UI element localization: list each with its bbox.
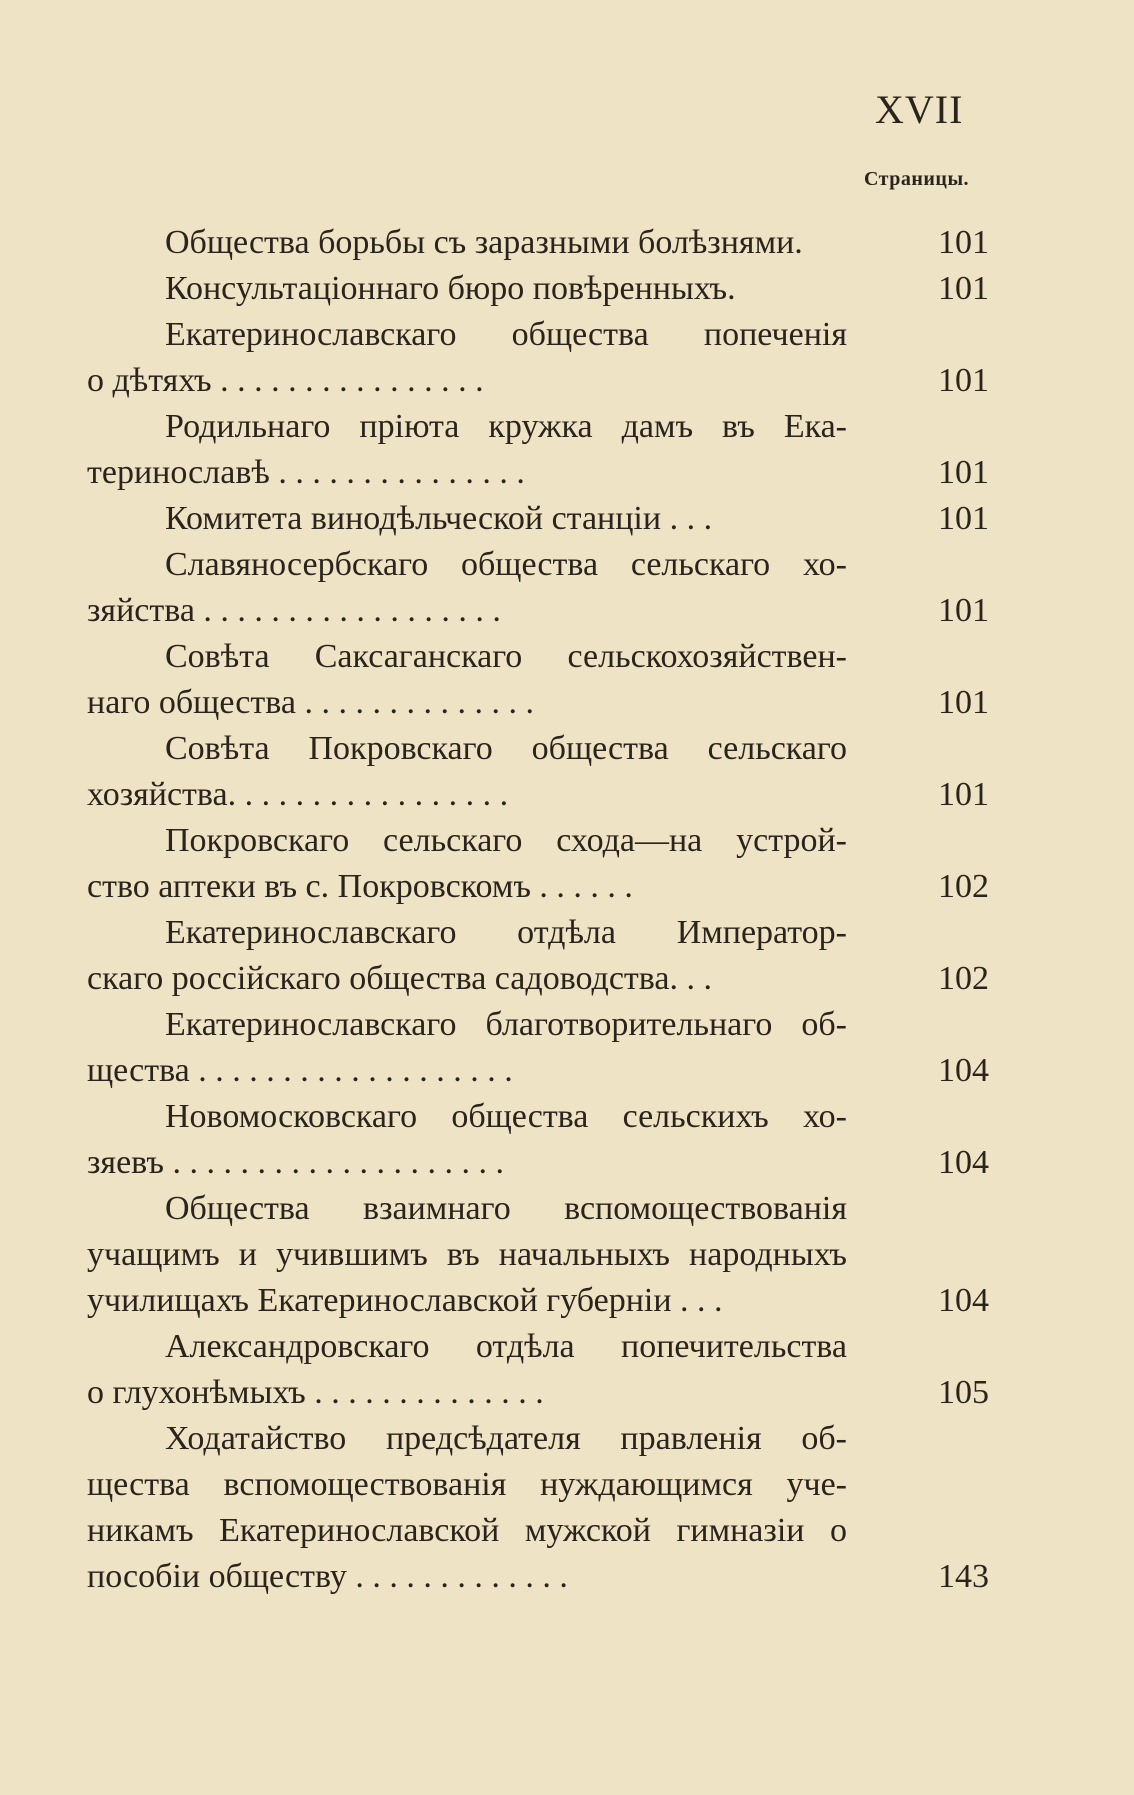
toc-entry-text: о дѣтяхъ . . . . . . . . . . . . . . . . xyxy=(87,362,484,399)
toc-entry-page: 104 xyxy=(938,1144,989,1181)
toc-entry-line xyxy=(0,1554,1134,1600)
toc-entry-line xyxy=(0,680,1134,726)
toc-entry-text: о глухонѣмыхъ . . . . . . . . . . . . . . xyxy=(87,1374,544,1411)
toc-entry-text: Ходатайство предсѣдателя правленія об- xyxy=(165,1420,847,1457)
toc-entry-line xyxy=(0,1140,1134,1186)
page-number: XVII xyxy=(875,87,964,132)
toc-entry-line xyxy=(0,1002,1134,1048)
toc-entry-page: 101 xyxy=(938,500,989,537)
toc-entry-page: 101 xyxy=(938,362,989,399)
toc-entry-line xyxy=(0,1508,1134,1554)
toc-entry-text: теринославѣ . . . . . . . . . . . . . . . xyxy=(87,454,525,491)
toc-entry-line xyxy=(0,1278,1134,1324)
toc-entry-text: учащимъ и учившимъ въ начальныхъ народныхъ xyxy=(87,1236,847,1273)
toc-entry-text: Совѣта Саксаганскаго сельскохозяйствен- xyxy=(165,638,847,675)
toc-entry-line xyxy=(0,1324,1134,1370)
toc-entry-line xyxy=(0,542,1134,588)
toc-entry-text: хозяйства. . . . . . . . . . . . . . . . . xyxy=(87,776,509,813)
toc-entry-line xyxy=(0,864,1134,910)
toc-entry-page: 143 xyxy=(938,1558,989,1595)
toc-entry-text: зяевъ . . . . . . . . . . . . . . . . . . . . xyxy=(87,1144,504,1181)
pages-column-label: Страницы. xyxy=(864,168,970,190)
toc-entry-text: Екатеринославскаго отдѣла Император- xyxy=(165,914,847,951)
toc-entry-line xyxy=(0,220,1134,266)
toc-entry-page: 104 xyxy=(938,1282,989,1319)
toc-entry-line xyxy=(0,818,1134,864)
toc-entry-page: 102 xyxy=(938,868,989,905)
toc-entry-text: Екатеринославскаго общества попеченія xyxy=(165,316,847,353)
toc-entry-text: скаго россійскаго общества садоводства. . . xyxy=(87,960,712,997)
toc-entry-text: Новомосковскаго общества сельскихъ хо- xyxy=(165,1098,847,1135)
toc-entry-page: 101 xyxy=(938,270,989,307)
toc-entry-text: Совѣта Покровскаго общества сельскаго xyxy=(165,730,847,767)
toc-entry-line xyxy=(0,588,1134,634)
toc-entry-text: никамъ Екатеринославской мужской гимназіи о xyxy=(87,1512,847,1549)
toc-entry-page: 101 xyxy=(938,776,989,813)
toc-entry-text: Общества взаимнаго вспомоществованія xyxy=(165,1190,847,1227)
toc-entry-line xyxy=(0,404,1134,450)
toc-entry-line xyxy=(0,358,1134,404)
toc-entry-text: Александровскаго отдѣла попечительства xyxy=(165,1328,847,1365)
toc-entry-page: 102 xyxy=(938,960,989,997)
toc-entry-text: Покровскаго сельскаго схода—на устрой- xyxy=(165,822,847,859)
toc-entry-text: Родильнаго пріюта кружка дамъ въ Ека- xyxy=(165,408,847,445)
toc-entry-page: 101 xyxy=(938,592,989,629)
toc-entry-text: училищахъ Екатеринославской губерніи . . . xyxy=(87,1282,723,1319)
toc-entry-line xyxy=(0,1094,1134,1140)
toc-entry-page: 105 xyxy=(938,1374,989,1411)
toc-entry-line xyxy=(0,496,1134,542)
toc-entry-text: Екатеринославскаго благотворительнаго об- xyxy=(165,1006,847,1043)
toc-entry-text: Славяносербскаго общества сельскаго хо- xyxy=(165,546,847,583)
toc-entry-line xyxy=(0,312,1134,358)
toc-entry-line xyxy=(0,266,1134,312)
toc-entry-text: Общества борьбы съ заразными болѣзнями. xyxy=(165,224,803,261)
toc-entry-page: 104 xyxy=(938,1052,989,1089)
toc-entry-line xyxy=(0,772,1134,818)
toc-entry-line xyxy=(0,1370,1134,1416)
toc-entry-line xyxy=(0,450,1134,496)
table-of-contents xyxy=(0,220,1134,1600)
toc-entry-line xyxy=(0,910,1134,956)
toc-entry-text: щества . . . . . . . . . . . . . . . . . . . xyxy=(87,1052,513,1089)
toc-entry-text: пособіи обществу . . . . . . . . . . . . . xyxy=(87,1558,568,1595)
toc-entry-page: 101 xyxy=(938,454,989,491)
toc-entry-text: щества вспомоществованія нуждающимся уче- xyxy=(87,1466,847,1503)
toc-entry-line xyxy=(0,726,1134,772)
toc-entry-page: 101 xyxy=(938,224,989,261)
toc-entry-line xyxy=(0,956,1134,1002)
toc-entry-line xyxy=(0,1048,1134,1094)
toc-entry-text: Консультаціоннаго бюро повѣренныхъ. xyxy=(165,270,736,307)
toc-entry-text: зяйства . . . . . . . . . . . . . . . . . . xyxy=(87,592,501,629)
toc-entry-line xyxy=(0,1186,1134,1232)
toc-entry-line xyxy=(0,634,1134,680)
toc-entry-line xyxy=(0,1416,1134,1462)
toc-entry-text: наго общества . . . . . . . . . . . . . . xyxy=(87,684,534,721)
toc-entry-text: Комитета винодѣльческой станціи . . . xyxy=(165,500,713,537)
toc-entry-page: 101 xyxy=(938,684,989,721)
toc-entry-line xyxy=(0,1232,1134,1278)
toc-entry-text: ство аптеки въ с. Покровскомъ . . . . . . xyxy=(87,868,633,905)
toc-entry-line xyxy=(0,1462,1134,1508)
